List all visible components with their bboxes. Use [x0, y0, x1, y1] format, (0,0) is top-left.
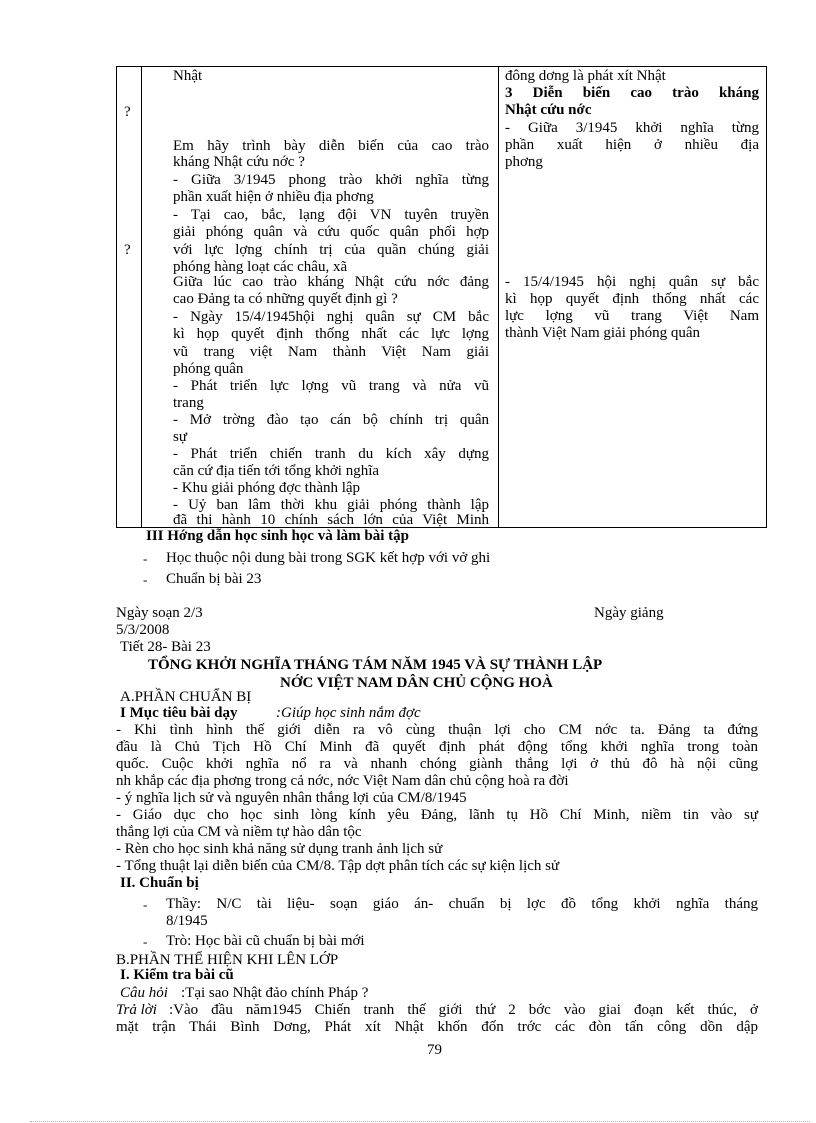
bullet-dash: -: [143, 934, 148, 949]
page-bottom-divider: [30, 1121, 810, 1122]
table-line: cao Đảng ta có những quyết định gì ?: [173, 291, 398, 307]
table-line: căn cứ địa tiến tới tổng khởi nghĩa: [173, 463, 380, 479]
objective-line: - ý nghĩa lịch sử và nguyên nhân thắng lợi của CM/8/1945: [116, 790, 467, 806]
notes-column: [499, 67, 767, 528]
table-line: kì họp quyết định thống nhất các lực lợng: [173, 326, 489, 342]
table-line: phóng hàng loạt các châu, xã: [173, 259, 348, 275]
table-line: - Giữa 3/1945 khởi nghĩa từng: [505, 120, 759, 136]
bullet-dash: -: [143, 897, 148, 912]
objective-line: - Giáo dục cho học sinh lòng kính yêu Đảng, lãnh tụ Hồ Chí Minh, niềm tin vào sự: [116, 807, 758, 823]
homework-item: Chuẩn bị bài 23: [166, 571, 262, 587]
prep-heading: II. Chuẩn bị: [120, 875, 199, 891]
objective-line: - Khi tình hình thế giới diễn ra vô cùng thuận lợi cho CM nớc ta. Đảng ta đứng: [116, 722, 758, 738]
question-mark: ?: [124, 104, 131, 120]
part-a-heading: A.PHẦN CHUẨN BỊ: [120, 689, 252, 705]
table-line: trang: [173, 395, 204, 411]
prep-item-cont: 8/1945: [166, 913, 208, 929]
prep-item: Trò: Học bài cũ chuẩn bị bài mới: [166, 933, 365, 949]
page-number: 79: [427, 1042, 442, 1058]
table-line: - 15/4/1945 hội nghị quân sự bắc: [505, 274, 759, 290]
table-line: - Uỷ ban lâm thời khu giải phóng thành lập: [173, 497, 489, 513]
table-heading: Nhật cứu nớc: [505, 102, 592, 118]
table-line: lực lợng vũ trang Việt Nam: [505, 308, 759, 324]
prep-item: Thầy: N/C tài liệu- soạn giáo án- chuẩn bị lợc đồ tổng khởi nghĩa tháng: [166, 896, 758, 912]
objective-label: I Mục tiêu bài dạy: [120, 705, 238, 721]
objective-line: - Tổng thuật lại diễn biến của CM/8. Tập dợt phân tích các sự kiện lịch sử: [116, 858, 560, 874]
answer-text: mặt trận Thái Bình Dơng, Phát xít Nhật khốn đốn trớc các đòn tấn công dồn dập: [116, 1019, 758, 1035]
question-text: :Tại sao Nhật đảo chính Pháp ?: [181, 985, 369, 1001]
objective-line: thắng lợi của CM và niềm tự hào dân tộc: [116, 824, 362, 840]
table-line: - Phát triển chiến tranh du kích xây dựng: [173, 446, 489, 462]
objective-line: đầu là Chủ Tịch Hồ Chí Minh đã quyết định phát động tổng khởi nghĩa trong toàn: [116, 739, 758, 755]
table-line: phần xuất hiện ở nhiều địa phơng: [173, 189, 374, 205]
homework-item: Học thuộc nội dung bài trong SGK kết hợp với vở ghi: [166, 550, 491, 566]
table-line: vũ trang việt Nam thành Việt Nam giải: [173, 344, 489, 360]
table-heading: 3 Diễn biến cao trào kháng: [505, 85, 759, 101]
bullet-dash: -: [143, 551, 148, 566]
table-line: đông dơng là phát xít Nhật: [505, 68, 666, 84]
lesson-title-line2: NỚC VIỆT NAM DÂN CHỦ CỘNG HOÀ: [280, 675, 553, 691]
question-mark-column: [117, 67, 142, 528]
table-line: phóng quân: [173, 361, 244, 377]
table-line: - Khu giải phóng đợc thành lập: [173, 480, 361, 496]
objective-text: :Giúp học sinh nắm đợc: [276, 705, 421, 721]
table-line: với lực lợng chính trị của quần chúng giải: [173, 242, 489, 258]
table-line: sự: [173, 429, 187, 445]
date-value: 5/3/2008: [116, 622, 170, 638]
check-heading: I. Kiểm tra bài cũ: [120, 967, 234, 983]
table-line: Em hãy trình bày diễn biến của cao trào: [173, 138, 489, 154]
table-line: - Phát triển lực lợng vũ trang và nửa vũ: [173, 378, 489, 394]
bullet-dash: -: [143, 572, 148, 587]
table-line: - Tại cao, bắc, lạng đội VN tuyên truyền: [173, 207, 489, 223]
table-line: thành Việt Nam giải phóng quân: [505, 325, 701, 341]
objective-line: quốc. Cuộc khởi nghĩa nổ ra và nhanh chóng giành thắng lợi ở thủ đô hà nội cũng: [116, 756, 758, 772]
teacher-student-column: [142, 67, 499, 528]
homework-heading: III Hớng dẫn học sinh học và làm bài tập: [146, 528, 409, 544]
table-line: kháng Nhật cứu nớc ?: [173, 154, 305, 170]
table-line: phơng: [505, 154, 543, 170]
question-mark: ?: [124, 242, 131, 258]
objective-line: nh khắp các địa phơng trong cả nớc, nớc Việt Nam dân chủ cộng hoà ra đời: [116, 773, 569, 789]
lesson-title: TỔNG KHỞI NGHĨA THÁNG TÁM NĂM 1945 VÀ SỰ THÀNH LẬP: [148, 657, 603, 673]
answer-text: :Vào đầu năm1945 Chiến tranh thế giới thứ 2 bớc vào giai đoạn kết thúc, ở: [169, 1002, 758, 1018]
objective-line: - Rèn cho học sinh khả năng sử dụng tranh ảnh lịch sử: [116, 841, 443, 857]
table-line: - Giữa 3/1945 phong trào khởi nghĩa từng: [173, 172, 489, 188]
table-line: - Mở trờng đào tạo cán bộ chính trị quân: [173, 412, 489, 428]
lesson-period: Tiết 28- Bài 23: [120, 639, 211, 655]
table-line: phần xuất hiện ở nhiều địa: [505, 137, 759, 153]
table-line: Giữa lúc cao trào kháng Nhật cứu nớc đảng: [173, 274, 489, 290]
table-line: kì họp quyết định thống nhất các: [505, 291, 759, 307]
answer-label: Trả lời: [116, 1002, 157, 1018]
part-b-heading: B.PHẦN THỂ HIỆN KHI LÊN LỚP: [116, 952, 339, 968]
lesson-table: [116, 66, 767, 528]
teaching-date: Ngày giảng: [594, 605, 664, 621]
table-line: Nhật: [173, 68, 203, 84]
table-line: - Ngày 15/4/1945hội nghị quân sự CM bắc: [173, 309, 489, 325]
question-label: Câu hỏi: [120, 985, 168, 1001]
table-line: giải phóng quân và cứu quốc quân phối hợp: [173, 224, 489, 240]
table-line: đã thi hành 10 chính sách lớn của Việt Minh: [173, 512, 489, 528]
prepared-date: Ngày soạn 2/3: [116, 605, 203, 621]
